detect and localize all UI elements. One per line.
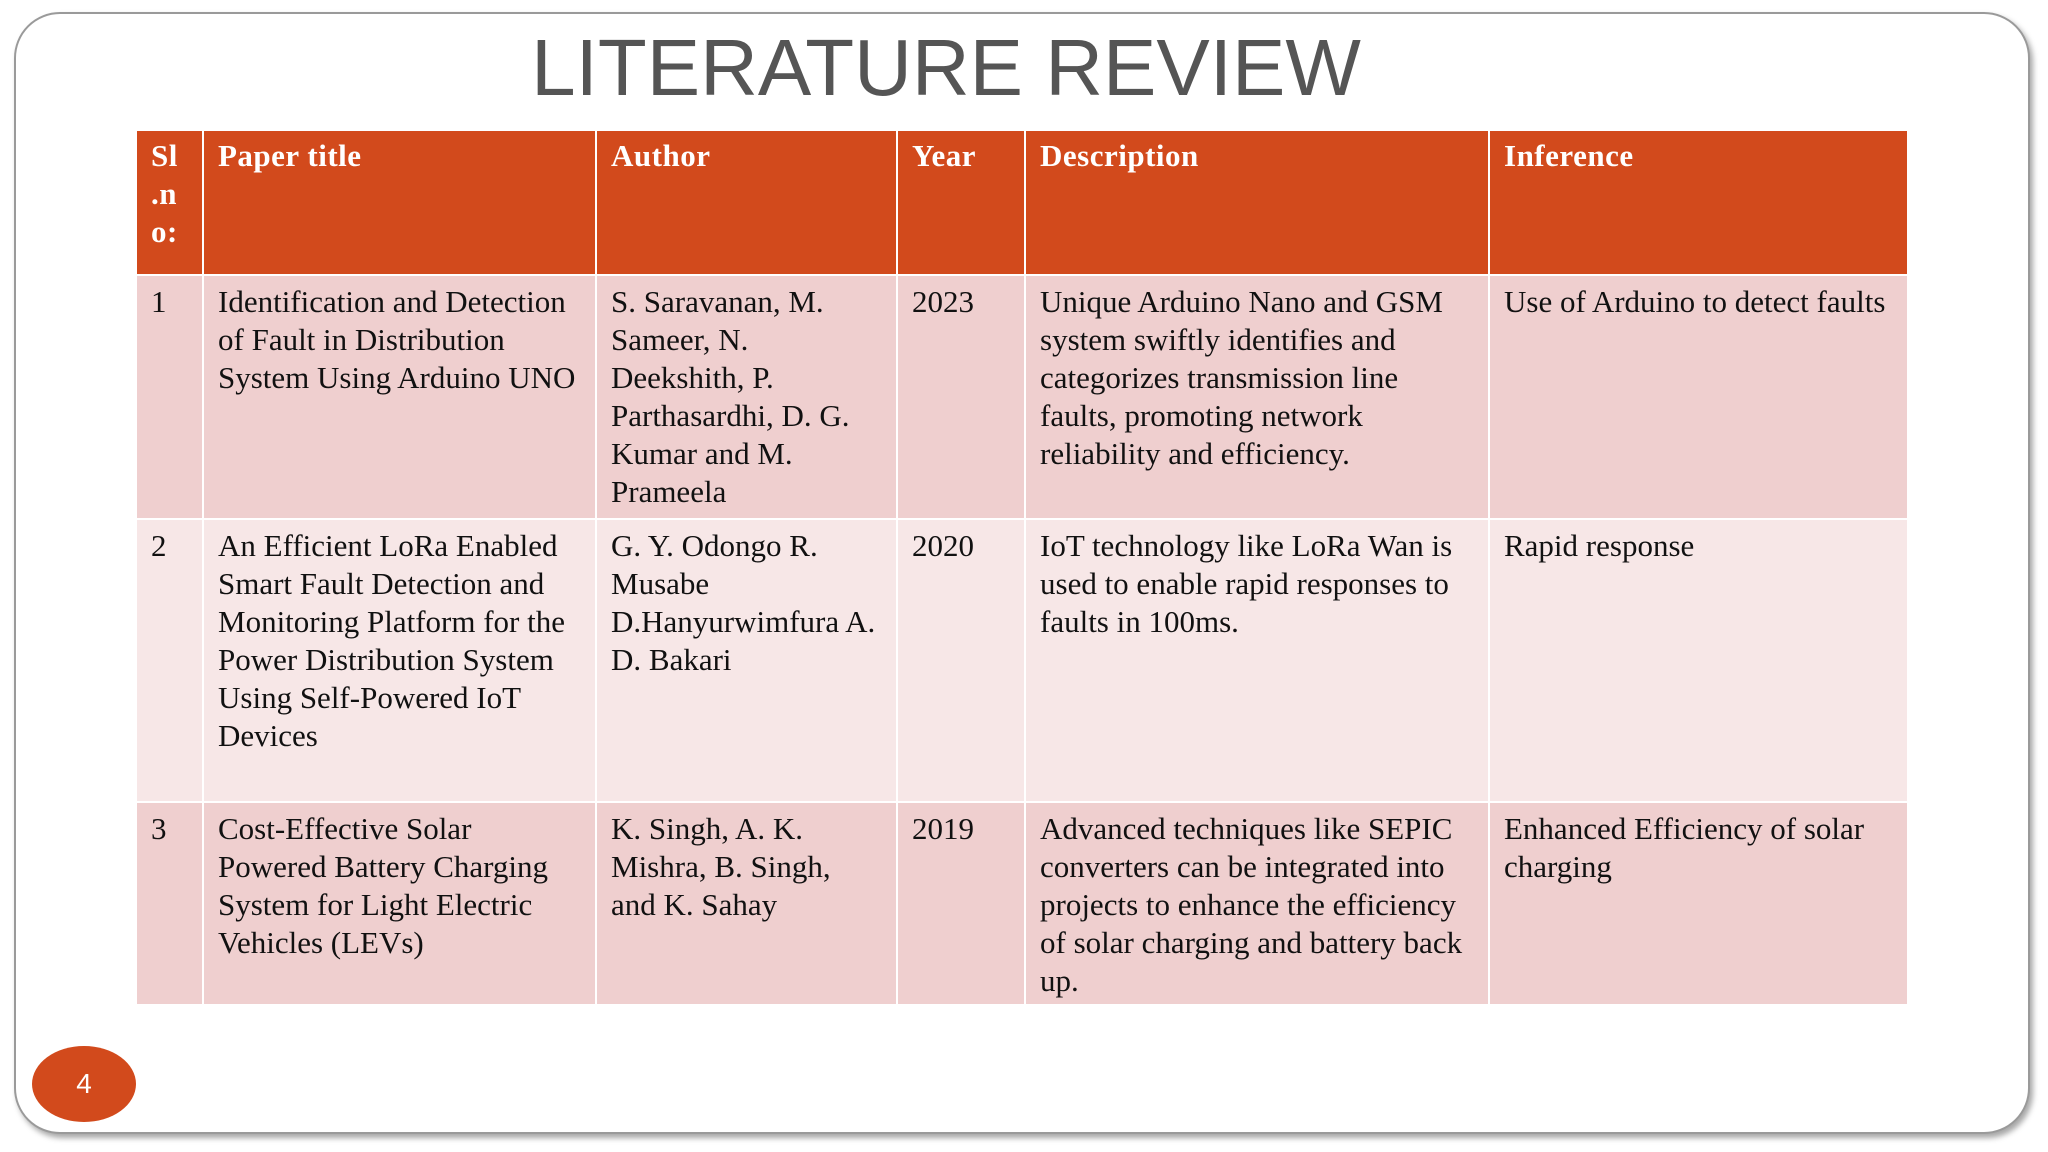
cell-author: K. Singh, A. K. Mishra, B. Singh, and K. Sahay — [596, 802, 897, 1005]
cell-year: 2023 — [897, 275, 1025, 519]
header-sl-no-label: Sl .no: — [151, 138, 178, 249]
cell-inference: Enhanced Efficiency of solar charging — [1489, 802, 1908, 1005]
cell-year: 2019 — [897, 802, 1025, 1005]
page-number-badge: 4 — [32, 1046, 136, 1122]
cell-paper-title: Identification and Detection of Fault in Distribution System Using Arduino UNO — [203, 275, 596, 519]
cell-inference: Use of Arduino to detect faults — [1489, 275, 1908, 519]
cell-paper-title: Cost-Effective Solar Powered Battery Charging System for Light Electric Vehicles (LEVs) — [203, 802, 596, 1005]
cell-sl-no: 3 — [136, 802, 203, 1005]
slide-title: LITERATURE REVIEW — [531, 23, 1361, 112]
cell-paper-title: An Efficient LoRa Enabled Smart Fault Detection and Monitoring Platform for the Power Distribution System Using Self-Powered IoT Devices — [203, 519, 596, 802]
table-row — [136, 802, 1908, 1005]
header-description: Description — [1025, 130, 1489, 275]
table-row — [136, 519, 1908, 802]
header-paper-title: Paper title — [203, 130, 596, 275]
cell-year: 2020 — [897, 519, 1025, 802]
table-header-row — [136, 130, 1908, 275]
cell-description: Unique Arduino Nano and GSM system swiftly identifies and categorizes transmission line faults, promoting network reliability and efficiency. — [1025, 275, 1489, 519]
cell-description: IoT technology like LoRa Wan is used to enable rapid responses to faults in 100ms. — [1025, 519, 1489, 802]
cell-inference: Rapid response — [1489, 519, 1908, 802]
header-author: Author — [596, 130, 897, 275]
cell-description: Advanced techniques like SEPIC converters can be integrated into projects to enhance the efficiency of solar charging and battery back up. — [1025, 802, 1489, 1005]
cell-sl-no: 2 — [136, 519, 203, 802]
literature-review-table — [135, 129, 1909, 1006]
cell-author: G. Y. Odongo R. Musabe D.Hanyurwimfura A. D. Bakari — [596, 519, 897, 802]
header-inference: Inference — [1489, 130, 1908, 275]
header-sl-no — [136, 130, 203, 275]
header-year: Year — [897, 130, 1025, 275]
cell-sl-no: 1 — [136, 275, 203, 519]
table-row — [136, 275, 1908, 519]
cell-author: S. Saravanan, M. Sameer, N. Deekshith, P. Parthasardhi, D. G. Kumar and M. Prameela — [596, 275, 897, 519]
